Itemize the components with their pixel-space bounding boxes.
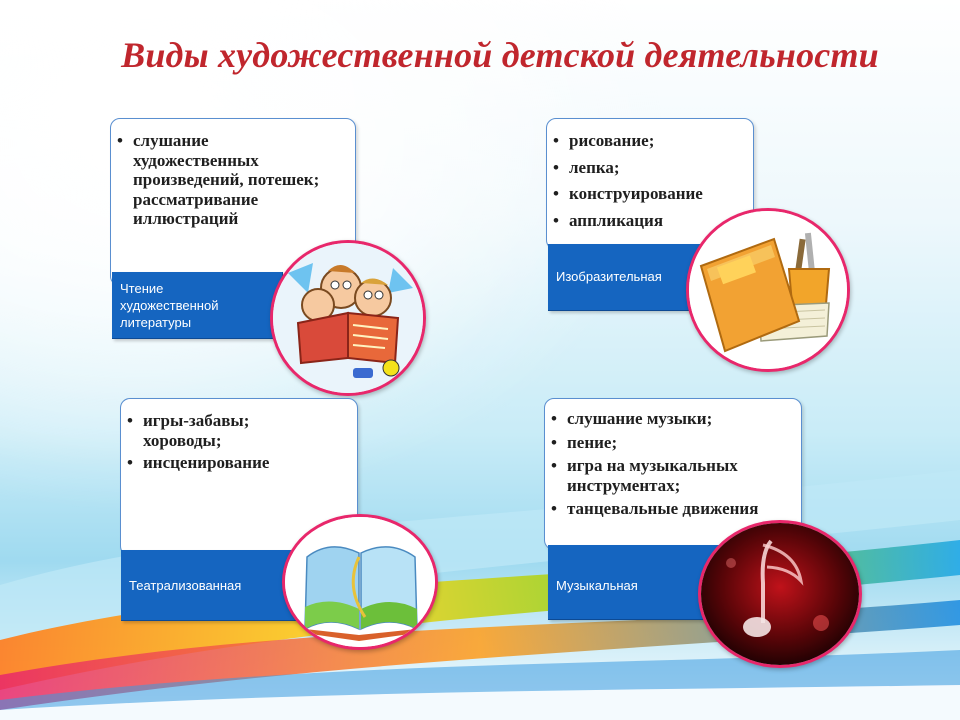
visual-item: • лепка; <box>547 158 753 178</box>
music-item: • пение; <box>545 433 801 453</box>
music-item: • танцевальные движения <box>545 499 801 519</box>
folder-pencils-picture <box>686 208 850 372</box>
music-note-picture <box>698 520 862 668</box>
reading-category-band <box>112 272 283 339</box>
theatre-item: • игры-забавы; хороводы; <box>121 411 311 450</box>
open-storybook-icon <box>285 517 435 647</box>
music-category-band <box>548 545 719 620</box>
reading-category-label: Чтение художественной литературы <box>120 281 219 330</box>
visual-category-label: Изобразительная <box>556 269 662 284</box>
music-category-label: Музыкальная <box>556 578 638 593</box>
music-item: • слушание музыки; <box>545 409 801 429</box>
children-reading-picture <box>270 240 426 396</box>
visual-item: • рисование; <box>547 131 753 151</box>
music-item: • игра на музыкальных инструментах; <box>545 456 801 495</box>
storybook-picture <box>282 514 438 650</box>
visual-item: • аппликация <box>547 211 753 231</box>
children-reading-book-icon <box>273 243 423 393</box>
folder-and-pencil-cup-icon <box>689 211 847 369</box>
slide-title: Виды художественной детской деятельности <box>121 35 879 75</box>
theatre-item: • инсценирование <box>121 453 311 473</box>
visual-item: • конструирование <box>547 184 753 204</box>
theatre-category-label: Театрализованная <box>129 578 242 593</box>
reading-item: • слушание художественных произведений, потешек; рассматривание иллюстраций <box>111 131 331 229</box>
music-note-icon <box>701 523 859 665</box>
